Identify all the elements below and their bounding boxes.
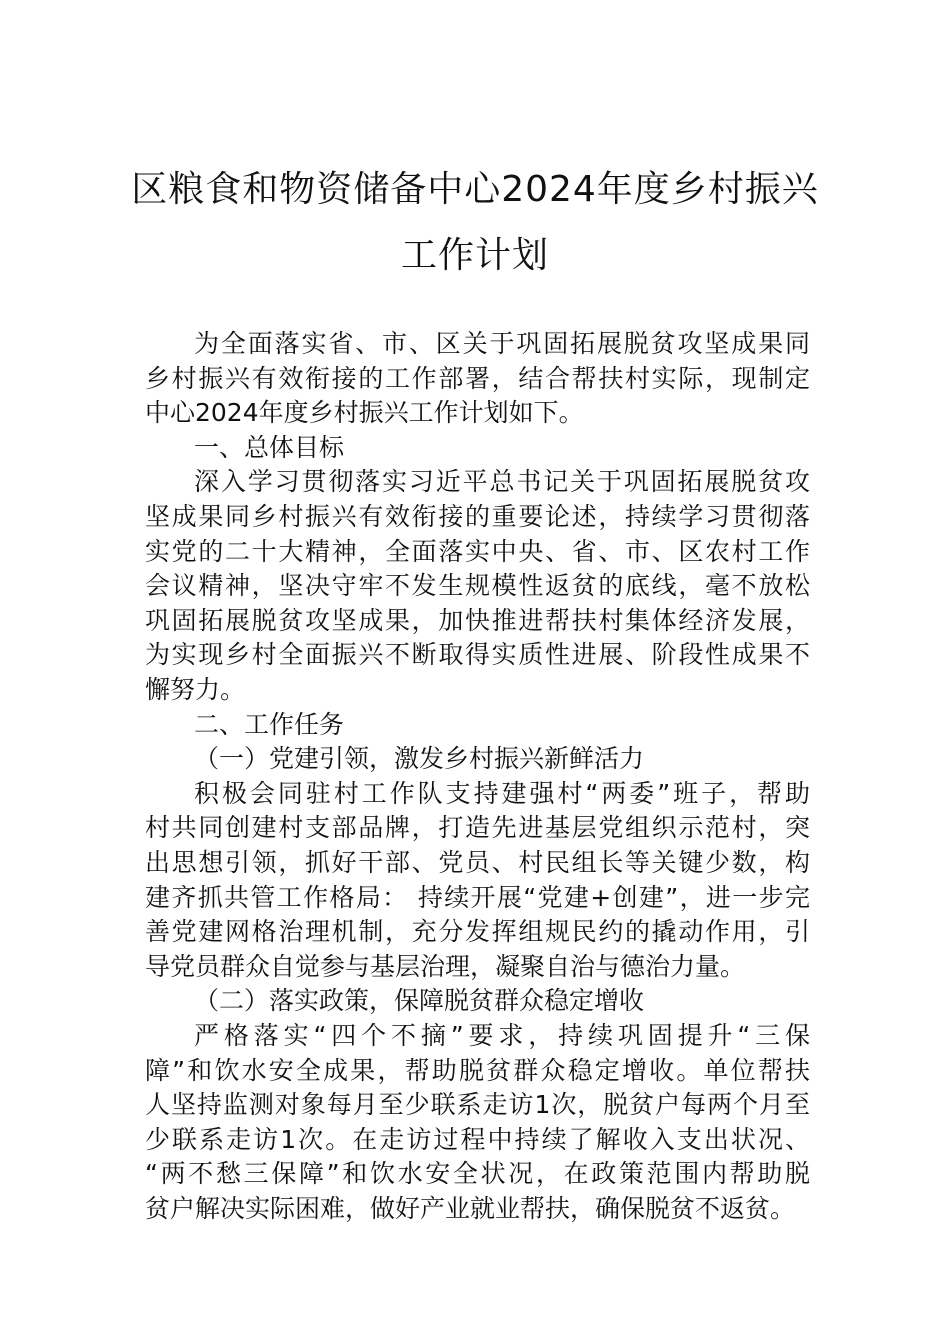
body-line: 导党员群众自觉参与基层治理，凝聚自治与德治力量。 — [145, 951, 746, 981]
body-line: “两不愁三保障”和饮水安全状况，在政策范围内帮助脱 — [145, 1159, 810, 1189]
body-line: 巩固拓展脱贫攻坚成果，加快推进帮扶村集体经济发展， — [145, 605, 810, 635]
document-title-line-2: 工作计划 — [400, 235, 549, 276]
body-line: 为实现乡村全面振兴不断取得实质性进展、阶段性成果不 — [145, 640, 810, 670]
document-title-line-1: 区粮食和物资储备中心2024年度乡村振兴 — [131, 169, 819, 210]
body-line: 村共同创建村支部品牌，打造先进基层党组织示范村，突 — [145, 813, 810, 843]
body-line: 二、工作任务 — [194, 709, 345, 739]
body-line: （一）党建引领，激发乡村振兴新鲜活力 — [194, 744, 645, 774]
body-line: （二）落实政策，保障脱贫群众稳定增收 — [194, 986, 645, 1016]
body-line: 一、总体目标 — [194, 432, 345, 462]
body-line: 善党建网格治理机制，充分发挥组规民约的撬动作用，引 — [145, 917, 810, 947]
body-line: 建齐抓共管工作格局： 持续开展“党建+创建”，进一步完 — [145, 882, 810, 912]
body-line: 为全面落实省、市、区关于巩固拓展脱贫攻坚成果同 — [194, 329, 810, 358]
body-line: 出思想引领，抓好干部、党员、村民组长等关键少数，构 — [145, 848, 810, 877]
body-line: 坚成果同乡村振兴有效衔接的重要论述，持续学习贯彻落 — [145, 502, 810, 531]
body-line: 积极会同驻村工作队支持建强村“两委”班子，帮助 — [194, 778, 810, 808]
body-line: 贫户解决实际困难，做好产业就业帮扶，确保脱贫不返贫。 — [145, 1194, 796, 1223]
body-line: 少联系走访1次。在走访过程中持续了解收入支出状况、 — [145, 1124, 810, 1154]
body-line: 实党的二十大精神，全面落实中央、省、市、区农村工作 — [145, 536, 810, 566]
body-line: 人坚持监测对象每月至少联系走访1次，脱贫户每两个月至 — [145, 1090, 810, 1120]
body-line: 会议精神，坚决守牢不发生规模性返贫的底线，毫不放松 — [145, 571, 810, 601]
body-line: 懈努力。 — [145, 675, 246, 704]
body-line: 深入学习贯彻落实习近平总书记关于巩固拓展脱贫攻 — [194, 467, 810, 497]
body-line: 乡村振兴有效衔接的工作部署，结合帮扶村实际，现制定 — [145, 363, 810, 393]
body-line: 中心2024年度乡村振兴工作计划如下。 — [145, 398, 584, 428]
body-line: 障”和饮水安全成果，帮助脱贫群众稳定增收。单位帮扶 — [145, 1055, 810, 1085]
body-line: 严格落实“四个不摘”要求，持续巩固提升“三保 — [194, 1021, 810, 1050]
